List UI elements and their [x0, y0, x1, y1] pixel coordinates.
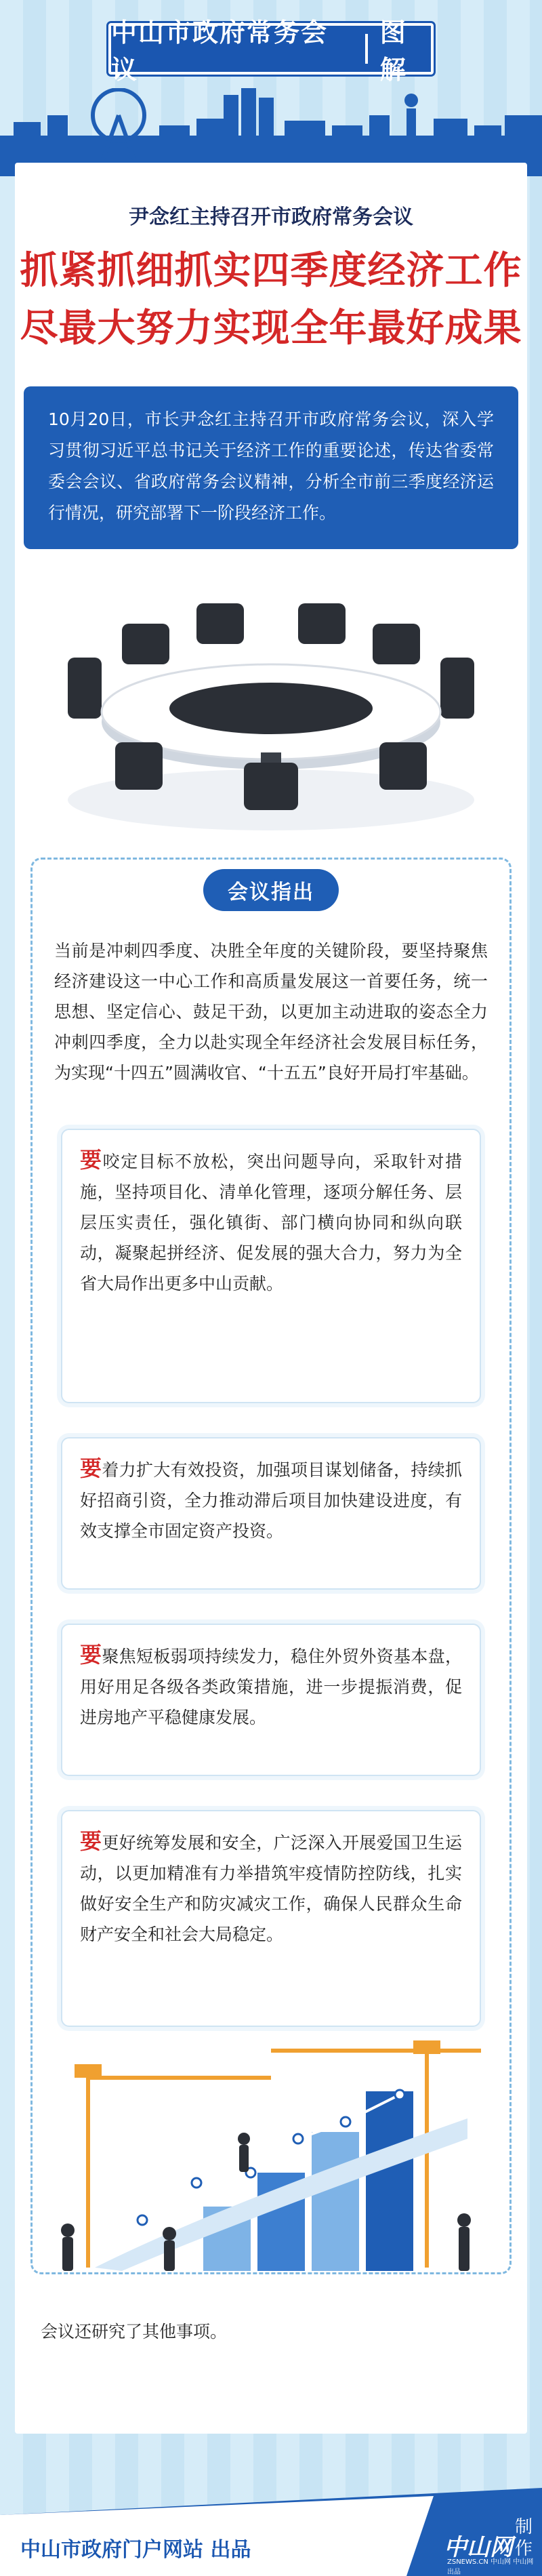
point-text: 咬定目标不放松，突出问题导向，采取针对措施，坚持项目化、清单化管理，逐项分解任务、层层压实责任，强化镇街、部门横向协同和纵向联动，凝聚起拼经济、促发展的强大合力，努力为全省大局作出更多中山贡献。	[80, 1152, 462, 1293]
footer-logo: 中山网	[444, 2534, 513, 2561]
construction-growth-illustration	[47, 2037, 495, 2278]
header-title: 中山市政府常务会议	[111, 18, 329, 85]
closing-text: 会议还研究了其他事项。	[41, 2322, 228, 2341]
section-intro-text: 当前是冲刺四季度、决胜全年度的关键阶段，要坚持聚焦经济建设这一中心工作和高质量发展这一首要任务，统一思想、坚定信心、鼓足干劲，以更加主动进取的姿态全力冲刺四季度，全力以赴实现全年经济社会发展目标任务，为实现“十四五”圆满收官、“十五五”良好开局打牢基础。	[54, 941, 488, 1083]
point-text: 更好统筹发展和安全，广泛深入开展爱国卫生运动，以更加精准有力举措筑牢疫情防控防线，扎实做好安全生产和防灾减灾工作，确保人民群众生命财产安全和社会大局稳定。	[80, 1833, 462, 1944]
header-tag: 图解	[379, 18, 406, 85]
footer-publisher: 中山市政府门户网站 出品	[20, 2538, 251, 2562]
point-key: 要	[80, 1147, 103, 1173]
point-text: 着力扩大有效投资，加强项目谋划储备，持续抓好招商引资，全力推动滞后项目加快建设进度，有效支撑全市固定资产投资。	[80, 1460, 462, 1541]
meeting-point-4	[61, 1810, 481, 2027]
point-key: 要	[80, 1828, 102, 1854]
section-title: 会议指出	[203, 869, 339, 911]
point-key: 要	[80, 1455, 102, 1481]
article-subtitle: 尹念红主持召开市政府常务会议	[129, 205, 413, 229]
meeting-point-3	[61, 1624, 481, 1776]
footer-made-label: 制作	[514, 2517, 533, 2559]
article-headline-line1: 抓紧抓细抓实四季度经济工作	[20, 249, 522, 293]
intro-box: 10月20日，市长尹念红主持召开市政府常务会议，深入学习贯彻习近平总书记关于经济工作的重要论述，传达省委常委会会议、省政府常务会议精神，分析全市前三季度经济运行情况，研究部署下一阶段经济工作。	[24, 386, 518, 549]
footer-logo-subtext: ZSNEWS.CN 中山网 中山网 出品	[447, 2558, 534, 2576]
point-text: 聚焦短板弱项持续发力，稳住外贸外资基本盘，用好用足各级各类政策措施，进一步提振消费，促进房地产平稳健康发展。	[80, 1647, 462, 1727]
header-banner	[108, 18, 434, 85]
meeting-point-1	[61, 1129, 481, 1403]
point-key: 要	[80, 1642, 102, 1668]
meeting-table-illustration	[61, 597, 481, 834]
header-divider	[365, 34, 368, 64]
article-headline-line2: 尽最大努力实现全年最好成果	[20, 306, 522, 350]
meeting-point-2	[61, 1437, 481, 1590]
